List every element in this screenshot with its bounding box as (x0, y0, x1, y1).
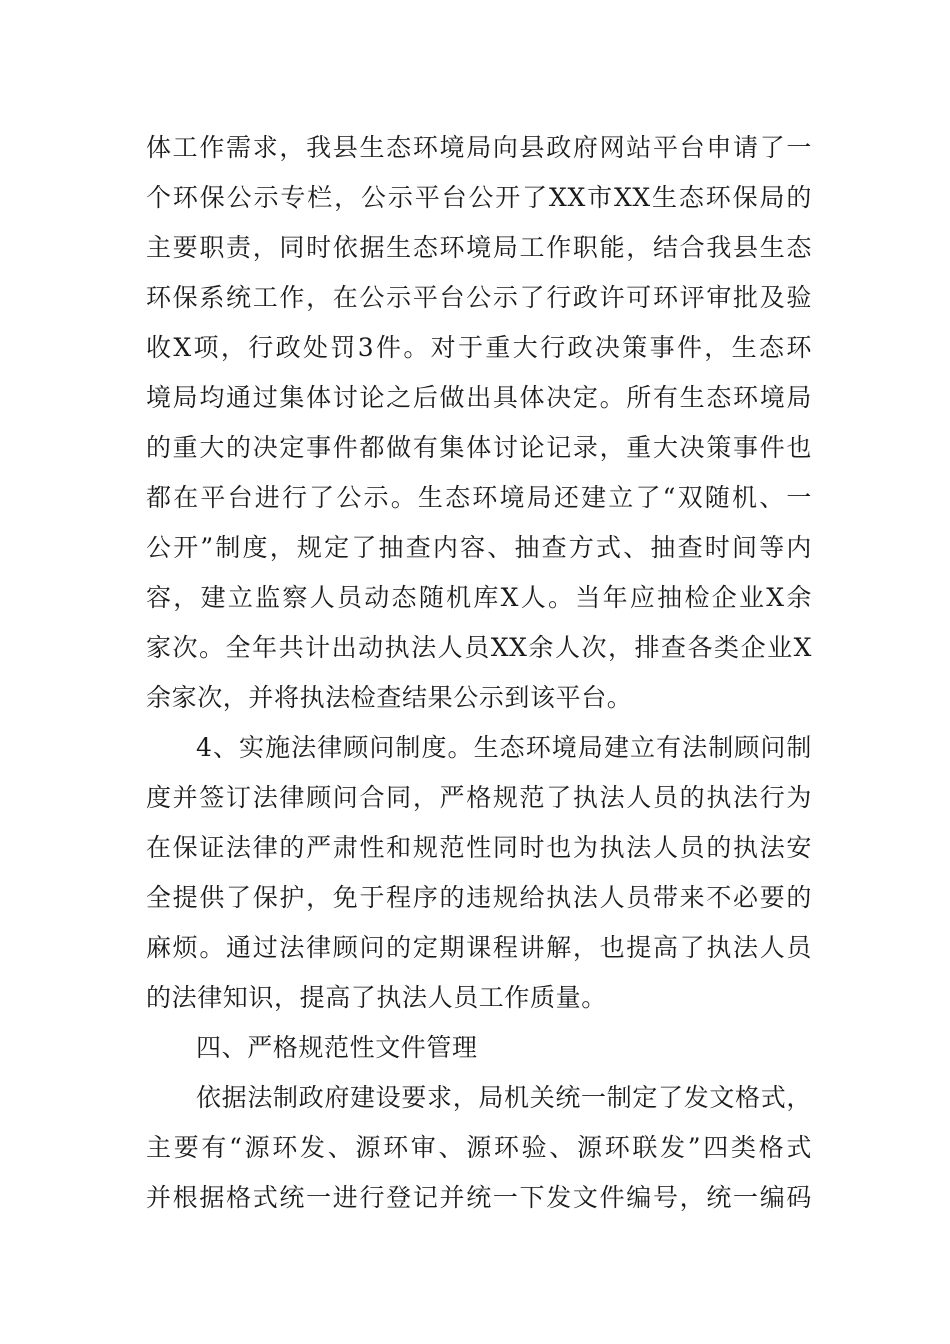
text-line: 公开”制度，规定了抽查内容、抽查方式、抽查时间等内 (146, 533, 812, 562)
text-line: 境局均通过集体讨论之后做出具体决定。所有生态环境局 (146, 383, 812, 412)
text-line: 的法律知识，提高了执法人员工作质量。 (146, 983, 607, 1012)
text-line: 容，建立监察人员动态随机库X人。当年应抽检企业X余 (146, 583, 812, 612)
text-line: 个环保公示专栏，公示平台公开了XX市XX生态环保局的 (146, 183, 812, 212)
text-line: 体工作需求，我县生态环境局向县政府网站平台申请了一 (146, 133, 812, 162)
section-heading: 四、严格规范性文件管理 (196, 1033, 478, 1062)
text-line: 主要职责，同时依据生态环境局工作职能，结合我县生态 (146, 233, 812, 262)
text-line: 都在平台进行了公示。生态环境局还建立了“双随机、一 (146, 483, 812, 512)
text-line: 并根据格式统一进行登记并统一下发文件编号，统一编码 (146, 1183, 812, 1212)
document-body (146, 123, 812, 1223)
text-line: 全提供了保护，免于程序的违规给执法人员带来不必要的 (146, 883, 812, 912)
text-line: 在保证法律的严肃性和规范性同时也为执法人员的执法安 (146, 833, 812, 862)
text-line: 家次。全年共计出动执法人员XX余人次，排查各类企业X (146, 633, 812, 662)
paragraph-start-line: 依据法制政府建设要求，局机关统一制定了发文格式， (196, 1083, 812, 1112)
text-line: 度并签订法律顾问合同，严格规范了执法人员的执法行为 (146, 783, 812, 812)
text-line: 的重大的决定事件都做有集体讨论记录，重大决策事件也 (146, 433, 812, 462)
text-line: 环保系统工作，在公示平台公示了行政许可环评审批及验 (146, 283, 812, 312)
paragraph-start-line: 4、实施法律顾问制度。生态环境局建立有法制顾问制 (196, 733, 812, 762)
text-line: 余家次，并将执法检查结果公示到该平台。 (146, 683, 633, 712)
text-line: 麻烦。通过法律顾问的定期课程讲解，也提高了执法人员 (146, 933, 812, 962)
text-line: 收X项，行政处罚3件。对于重大行政决策事件，生态环 (146, 333, 812, 362)
text-line: 主要有“源环发、源环审、源环验、源环联发”四类格式 (146, 1133, 812, 1162)
